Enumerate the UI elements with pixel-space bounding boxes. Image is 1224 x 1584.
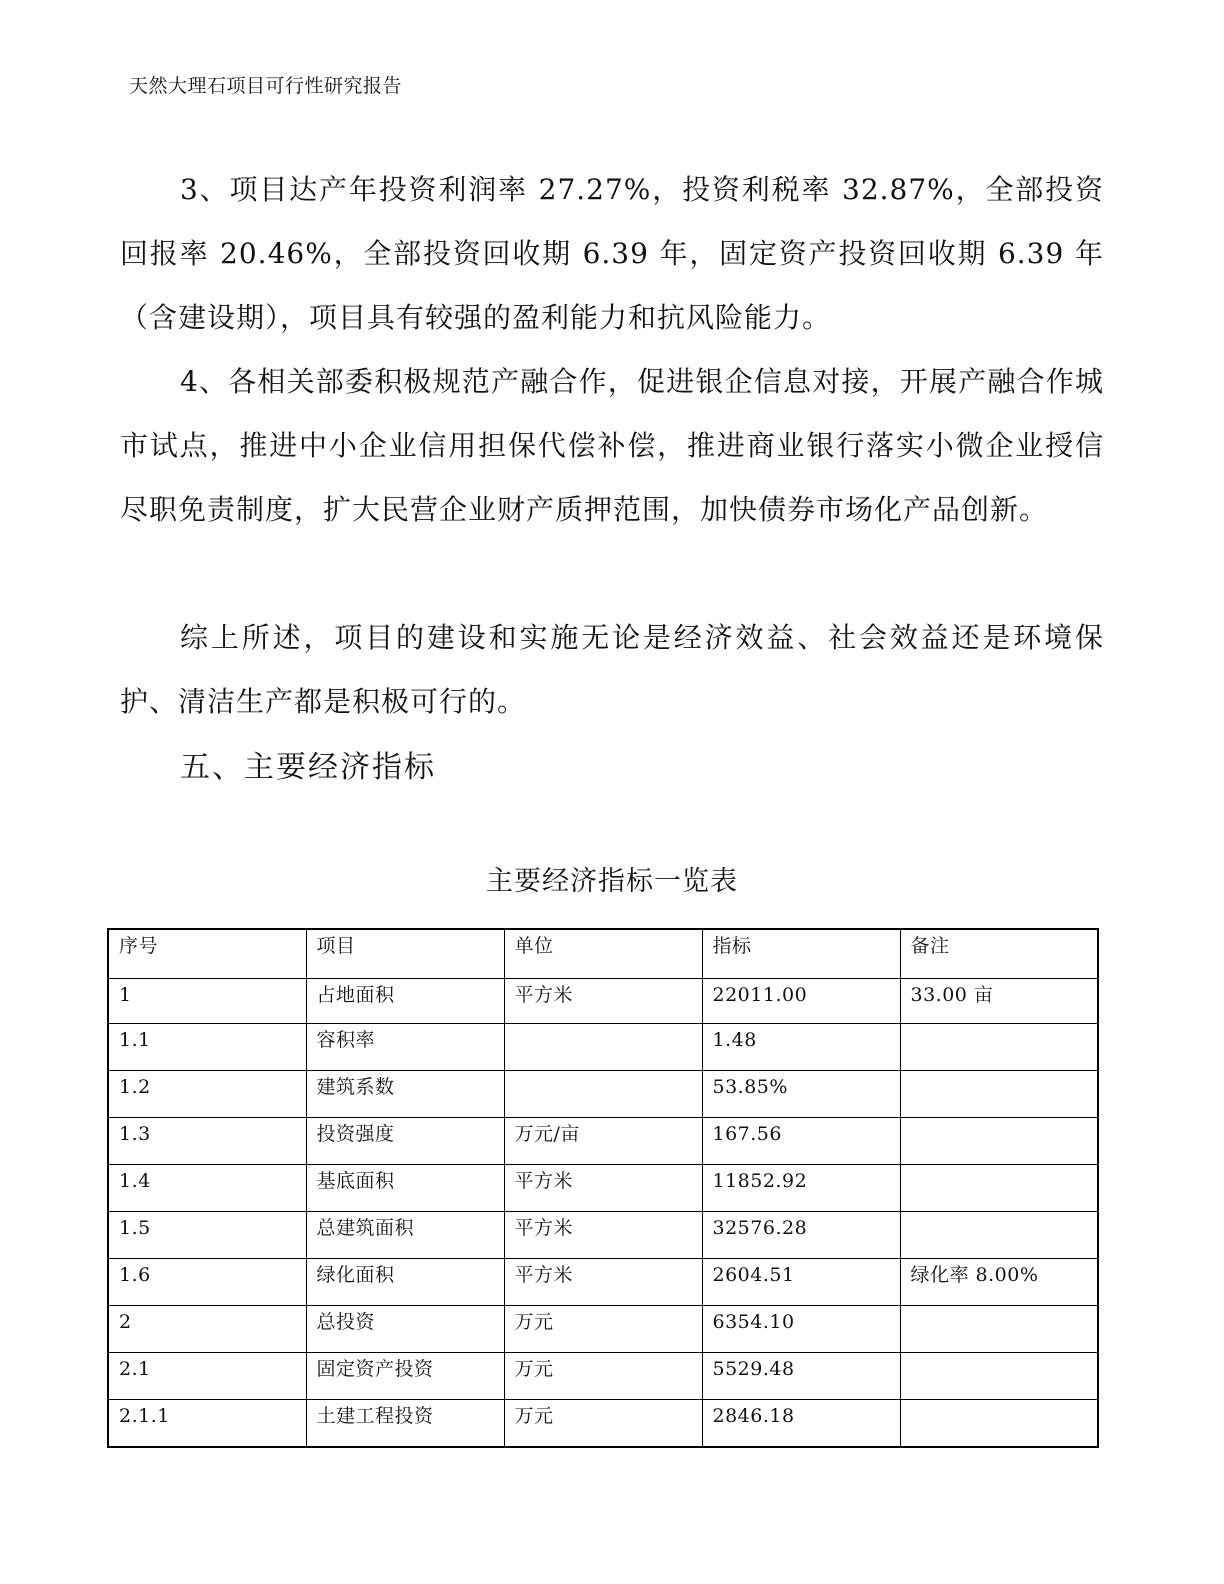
paragraph-industry-finance: 4、各相关部委积极规范产融合作，促进银企信息对接，开展产融合作城市试点，推进中小企业信用担保代偿补偿，推进商业银行落实小微企业授信尽职免责制度，扩大民营企业财产质押范围，加快债券市场化产品创新。 bbox=[120, 365, 1104, 526]
cell-index: 1.3 bbox=[108, 1118, 306, 1165]
cell-unit: 万元/亩 bbox=[504, 1118, 702, 1165]
column-header-unit: 单位 bbox=[504, 929, 702, 979]
cell-remark: 33.00 亩 bbox=[900, 979, 1098, 1024]
cell-remark bbox=[900, 1306, 1098, 1353]
paragraph-profitability: 3、项目达产年投资利润率 27.27%，投资利税率 32.87%，全部投资回报率 20.46%，全部投资回收期 6.39 年，固定资产投资回收期 6.39 年（含建设期），项目具有较强的盈利能力和抗风险能力。 bbox=[120, 173, 1104, 334]
table-row bbox=[108, 1306, 1098, 1353]
paragraph-conclusion: 综上所述，项目的建设和实施无论是经济效益、社会效益还是环境保护、清洁生产都是积极可行的。 bbox=[120, 621, 1104, 718]
cell-remark bbox=[900, 1071, 1098, 1118]
cell-value: 167.56 bbox=[702, 1118, 900, 1165]
cell-index: 1.6 bbox=[108, 1259, 306, 1306]
cell-remark: 绿化率 8.00% bbox=[900, 1259, 1098, 1306]
cell-value: 22011.00 bbox=[702, 979, 900, 1024]
cell-unit: 万元 bbox=[504, 1353, 702, 1400]
cell-value: 2846.18 bbox=[702, 1400, 900, 1448]
cell-remark bbox=[900, 1400, 1098, 1448]
cell-item: 土建工程投资 bbox=[306, 1400, 504, 1448]
cell-remark bbox=[900, 1212, 1098, 1259]
cell-item: 绿化面积 bbox=[306, 1259, 504, 1306]
table-title: 主要经济指标一览表 bbox=[486, 866, 738, 897]
cell-item: 基底面积 bbox=[306, 1165, 504, 1212]
cell-item: 建筑系数 bbox=[306, 1071, 504, 1118]
document-header: 天然大理石项目可行性研究报告 bbox=[129, 75, 403, 97]
table-row bbox=[108, 1165, 1098, 1212]
cell-unit: 平方米 bbox=[504, 1259, 702, 1306]
cell-item: 容积率 bbox=[306, 1024, 504, 1071]
table-row bbox=[108, 1353, 1098, 1400]
column-header-item: 项目 bbox=[306, 929, 504, 979]
cell-unit: 万元 bbox=[504, 1306, 702, 1353]
cell-value: 32576.28 bbox=[702, 1212, 900, 1259]
cell-index: 1.1 bbox=[108, 1024, 306, 1071]
cell-unit: 平方米 bbox=[504, 979, 702, 1024]
table-row bbox=[108, 979, 1098, 1024]
cell-unit: 万元 bbox=[504, 1400, 702, 1448]
cell-index: 1.5 bbox=[108, 1212, 306, 1259]
cell-index: 1.2 bbox=[108, 1071, 306, 1118]
cell-unit: 平方米 bbox=[504, 1165, 702, 1212]
cell-item: 占地面积 bbox=[306, 979, 504, 1024]
table-row bbox=[108, 1212, 1098, 1259]
cell-unit: 平方米 bbox=[504, 1212, 702, 1259]
cell-value: 6354.10 bbox=[702, 1306, 900, 1353]
table-row bbox=[108, 1071, 1098, 1118]
cell-unit bbox=[504, 1071, 702, 1118]
cell-remark bbox=[900, 1024, 1098, 1071]
cell-item: 总投资 bbox=[306, 1306, 504, 1353]
column-header-remark: 备注 bbox=[900, 929, 1098, 979]
cell-remark bbox=[900, 1118, 1098, 1165]
column-header-index: 序号 bbox=[108, 929, 306, 979]
cell-index: 1 bbox=[108, 979, 306, 1024]
cell-value: 5529.48 bbox=[702, 1353, 900, 1400]
cell-value: 11852.92 bbox=[702, 1165, 900, 1212]
cell-unit bbox=[504, 1024, 702, 1071]
section-heading: 五、主要经济指标 bbox=[180, 750, 436, 785]
column-header-value: 指标 bbox=[702, 929, 900, 979]
cell-item: 固定资产投资 bbox=[306, 1353, 504, 1400]
table-row bbox=[108, 1118, 1098, 1165]
cell-value: 53.85% bbox=[702, 1071, 900, 1118]
cell-index: 2.1 bbox=[108, 1353, 306, 1400]
table-row bbox=[108, 1400, 1098, 1448]
cell-index: 1.4 bbox=[108, 1165, 306, 1212]
cell-value: 2604.51 bbox=[702, 1259, 900, 1306]
table-header-row bbox=[108, 929, 1098, 979]
cell-index: 2.1.1 bbox=[108, 1400, 306, 1448]
economic-indicators-table bbox=[107, 928, 1099, 1448]
cell-value: 1.48 bbox=[702, 1024, 900, 1071]
cell-remark bbox=[900, 1165, 1098, 1212]
table-row bbox=[108, 1024, 1098, 1071]
cell-remark bbox=[900, 1353, 1098, 1400]
cell-item: 投资强度 bbox=[306, 1118, 504, 1165]
table-row bbox=[108, 1259, 1098, 1306]
cell-index: 2 bbox=[108, 1306, 306, 1353]
cell-item: 总建筑面积 bbox=[306, 1212, 504, 1259]
